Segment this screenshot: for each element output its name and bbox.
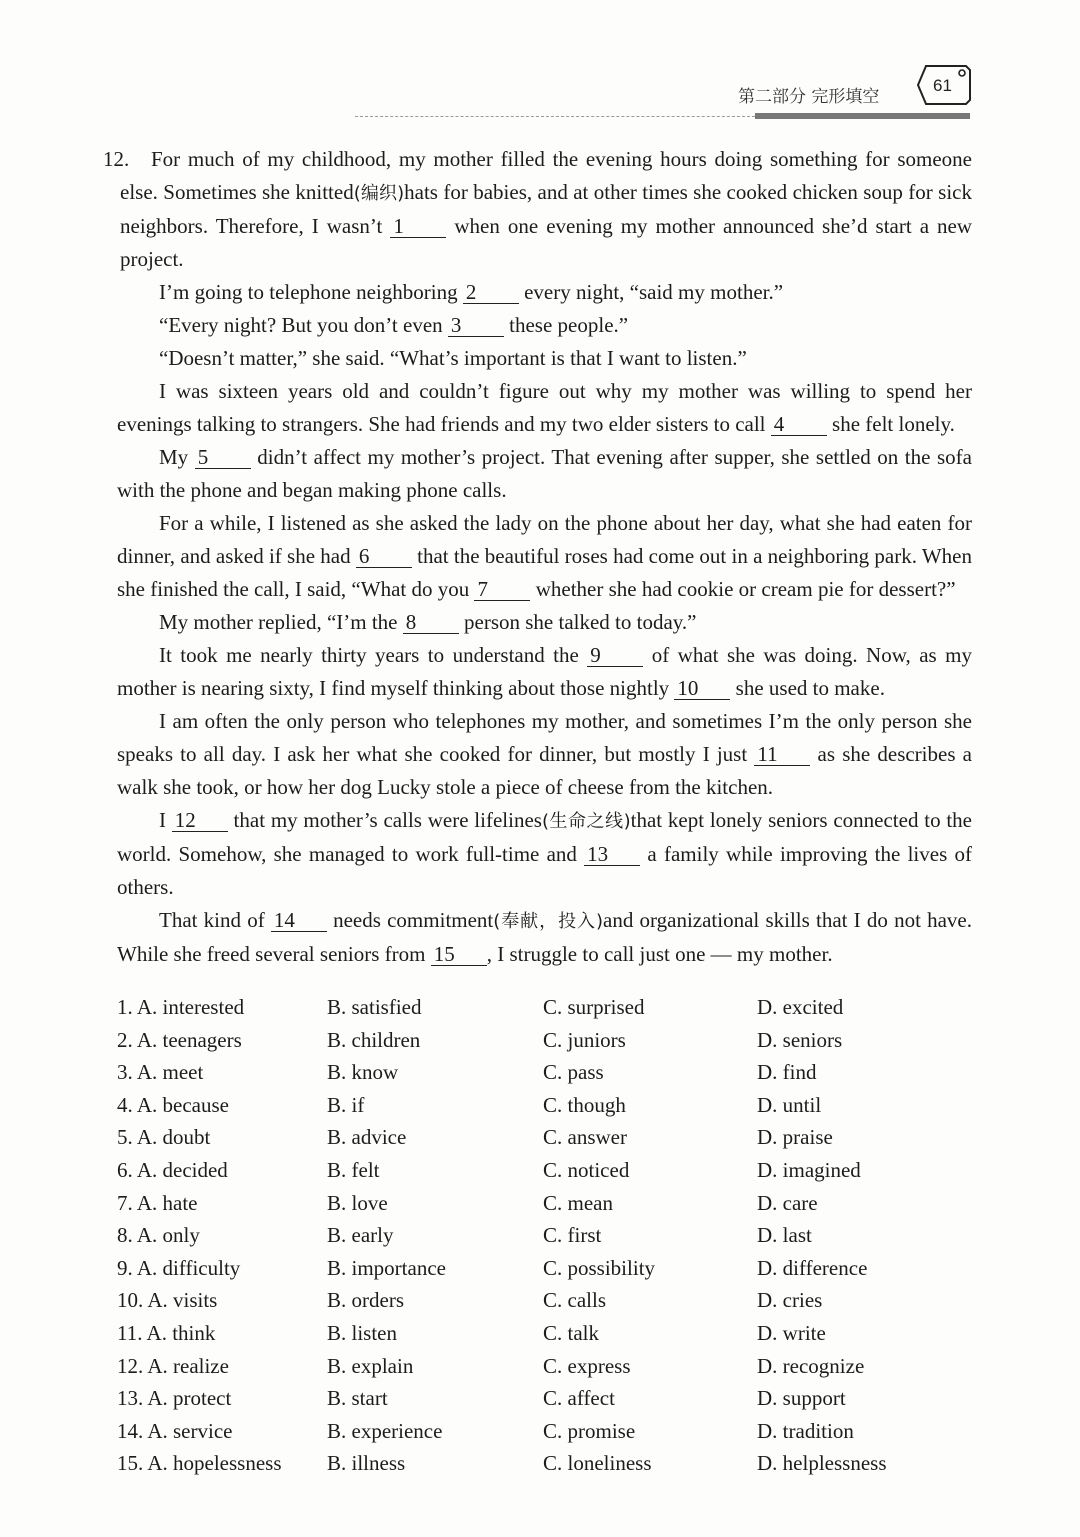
option-row	[117, 1256, 977, 1289]
option-d[interactable]: D. cries	[757, 1288, 823, 1313]
passage-paragraph: “Doesn’t matter,” she said. “What’s important is that I want to listen.”	[159, 346, 747, 370]
option-c[interactable]: C. surprised	[543, 995, 645, 1019]
option-b[interactable]: B. love	[327, 1190, 388, 1215]
option-c[interactable]: C. juniors	[543, 1027, 626, 1052]
option-row	[117, 995, 977, 1028]
option-a[interactable]: 2. A. teenagers	[117, 1027, 242, 1052]
passage-paragraph: “Every night? But you don’t even 3 these people.”	[159, 313, 629, 337]
blank-2[interactable]: 2	[463, 282, 519, 304]
option-row	[117, 1321, 977, 1354]
option-c[interactable]: C. first	[543, 1223, 602, 1248]
option-a[interactable]: 14. A. service	[117, 1418, 233, 1443]
option-a[interactable]: 13. A. protect	[117, 1386, 232, 1411]
option-d[interactable]: D. find	[757, 1060, 817, 1085]
option-d[interactable]: D. helplessness	[757, 1451, 887, 1476]
passage-paragraph: I 12 that my mother’s calls were lifelines(生命之线)that kept lonely seniors connected to the world. Somehow, she managed to work full-time and 13 a family while improving the lives of others.	[117, 808, 973, 899]
passage-paragraph: I am often the only person who telephones my mother, and sometimes I’m the only person she speaks to all day. I ask her what she cooked for dinner, but mostly I just 11 as she describes a walk she took, or how her dog Lucky stole a piece of cheese from the kitchen.	[117, 709, 972, 799]
option-b[interactable]: B. listen	[327, 1320, 398, 1345]
option-d[interactable]: D. praise	[757, 1125, 833, 1150]
blank-10[interactable]: 10	[674, 678, 730, 700]
option-b[interactable]: B. children	[327, 1027, 421, 1052]
option-a[interactable]: 7. A. hate	[117, 1190, 198, 1215]
passage-paragraph: My 5 didn’t affect my mother’s project. That evening after supper, she settled on the sofa with the phone and began making phone calls.	[117, 445, 972, 502]
option-c[interactable]: C. possibility	[543, 1255, 656, 1280]
option-a[interactable]: 11. A. think	[117, 1320, 216, 1345]
blank-6[interactable]: 6	[356, 546, 412, 568]
option-row	[117, 1028, 977, 1061]
blank-5[interactable]: 5	[195, 447, 251, 469]
option-b[interactable]: B. start	[327, 1386, 388, 1411]
passage-paragraph: My mother replied, “I’m the 8 person she talked to today.”	[159, 610, 697, 634]
option-c[interactable]: C. loneliness	[543, 1451, 652, 1476]
option-b[interactable]: B. if	[327, 1092, 365, 1117]
option-c[interactable]: C. noticed	[543, 1157, 630, 1182]
gloss: (编织)	[353, 183, 405, 204]
passage-paragraph: I was sixteen years old and couldn’t figure out why my mother was willing to spend her evenings talking to strangers. She had friends and my two elder sisters to call 4 she felt lonely.	[117, 379, 972, 436]
gloss: (奉献，投入)	[493, 911, 603, 932]
option-d[interactable]: D. support	[757, 1386, 846, 1411]
option-row	[117, 1158, 977, 1191]
option-d[interactable]: D. tradition	[757, 1418, 854, 1443]
option-c[interactable]: C. though	[543, 1092, 626, 1117]
blank-8[interactable]: 8	[403, 612, 459, 634]
option-row	[117, 1451, 977, 1484]
blank-12[interactable]: 12	[172, 810, 228, 832]
option-d[interactable]: D. last	[757, 1223, 812, 1248]
option-d[interactable]: D. until	[757, 1092, 822, 1117]
header-divider	[355, 116, 755, 117]
option-c[interactable]: C. answer	[543, 1125, 627, 1150]
option-a[interactable]: 3. A. meet	[117, 1060, 204, 1085]
option-c[interactable]: C. calls	[543, 1288, 606, 1313]
option-a[interactable]: 9. A. difficulty	[117, 1255, 241, 1280]
option-d[interactable]: D. write	[757, 1320, 826, 1345]
option-a[interactable]: 1. A. interested	[117, 995, 245, 1019]
option-b[interactable]: B. know	[327, 1060, 399, 1085]
blank-1[interactable]: 1	[390, 216, 446, 238]
section-title: 第二部分 完形填空	[738, 87, 880, 107]
option-c[interactable]: C. promise	[543, 1418, 636, 1443]
option-row	[117, 1354, 977, 1387]
option-c[interactable]: C. pass	[543, 1060, 604, 1085]
option-d[interactable]: D. care	[757, 1190, 818, 1215]
gloss: (生命之线)	[541, 811, 631, 832]
option-a[interactable]: 6. A. decided	[117, 1157, 228, 1182]
option-c[interactable]: C. affect	[543, 1386, 615, 1411]
option-row	[117, 1093, 977, 1126]
blank-3[interactable]: 3	[448, 315, 504, 337]
header-divider-bar	[755, 113, 970, 119]
option-c[interactable]: C. mean	[543, 1190, 613, 1215]
passage-paragraph: It took me nearly thirty years to understand the 9 of what she was doing. Now, as my mother is nearing sixty, I find myself thinking about those nightly 10 she used to make.	[117, 643, 972, 700]
blank-13[interactable]: 13	[584, 844, 640, 866]
option-b[interactable]: B. advice	[327, 1125, 407, 1150]
option-b[interactable]: B. explain	[327, 1353, 414, 1378]
blank-4[interactable]: 4	[771, 414, 827, 436]
option-b[interactable]: B. orders	[327, 1288, 404, 1313]
passage-paragraph: For a while, I listened as she asked the lady on the phone about her day, what she had eaten for dinner, and asked if she had 6 that the beautiful roses had come out in a neighboring park. When she finished the call, I said, “What do you 7 whether she had cookie or cream pie for dessert?”	[117, 511, 972, 601]
option-row	[117, 1386, 977, 1419]
option-a[interactable]: 12. A. realize	[117, 1353, 229, 1378]
option-d[interactable]: D. seniors	[757, 1027, 843, 1052]
option-a[interactable]: 5. A. doubt	[117, 1125, 211, 1150]
option-b[interactable]: B. felt	[327, 1157, 380, 1182]
option-d[interactable]: D. excited	[757, 995, 844, 1019]
blank-7[interactable]: 7	[474, 579, 530, 601]
passage-paragraph: That kind of 14 needs commitment(奉献，投入)and organizational skills that I do not have. While she freed several seniors from 15 , I struggle to call just one — my mother.	[117, 908, 972, 966]
option-d[interactable]: D. recognize	[757, 1353, 865, 1378]
option-row	[117, 1223, 977, 1256]
option-b[interactable]: B. experience	[327, 1418, 443, 1443]
answer-options	[117, 995, 977, 1484]
blank-14[interactable]: 14	[271, 910, 327, 932]
option-b[interactable]: B. satisfied	[327, 995, 422, 1019]
option-a[interactable]: 4. A. because	[117, 1092, 229, 1117]
option-c[interactable]: C. express	[543, 1353, 631, 1378]
option-b[interactable]: B. illness	[327, 1451, 406, 1476]
option-row	[117, 1288, 977, 1321]
passage-paragraph: I’m going to telephone neighboring 2 every night, “said my mother.”	[159, 280, 784, 304]
question-number: 12.	[103, 147, 130, 171]
option-b[interactable]: B. early	[327, 1223, 394, 1248]
option-row	[117, 1060, 977, 1093]
option-b[interactable]: B. importance	[327, 1255, 446, 1280]
cloze-passage	[103, 143, 973, 971]
page-number: 61	[933, 76, 952, 95]
option-d[interactable]: D. difference	[757, 1255, 868, 1280]
option-row	[117, 1191, 977, 1224]
option-row	[117, 1125, 977, 1158]
blank-15[interactable]: 15	[431, 944, 487, 966]
page-header	[0, 0, 1080, 125]
option-d[interactable]: D. imagined	[757, 1157, 861, 1182]
blank-11[interactable]: 11	[754, 744, 810, 766]
option-a[interactable]: 8. A. only	[117, 1223, 200, 1248]
option-row	[117, 1419, 977, 1452]
option-a[interactable]: 15. A. hopelessness	[117, 1451, 282, 1476]
option-c[interactable]: C. talk	[543, 1320, 599, 1345]
blank-9[interactable]: 9	[587, 645, 643, 667]
passage-paragraph: 12. For much of my childhood, my mother filled the evening hours doing something for someone else. Sometimes she knitted(编织)hats for babies, and at other times she cooked chicken soup for sick neighbors. Therefore, I wasn’t 1 when one evening my mother announced she’d start a new project.	[117, 143, 972, 276]
option-a[interactable]: 10. A. visits	[117, 1288, 218, 1313]
